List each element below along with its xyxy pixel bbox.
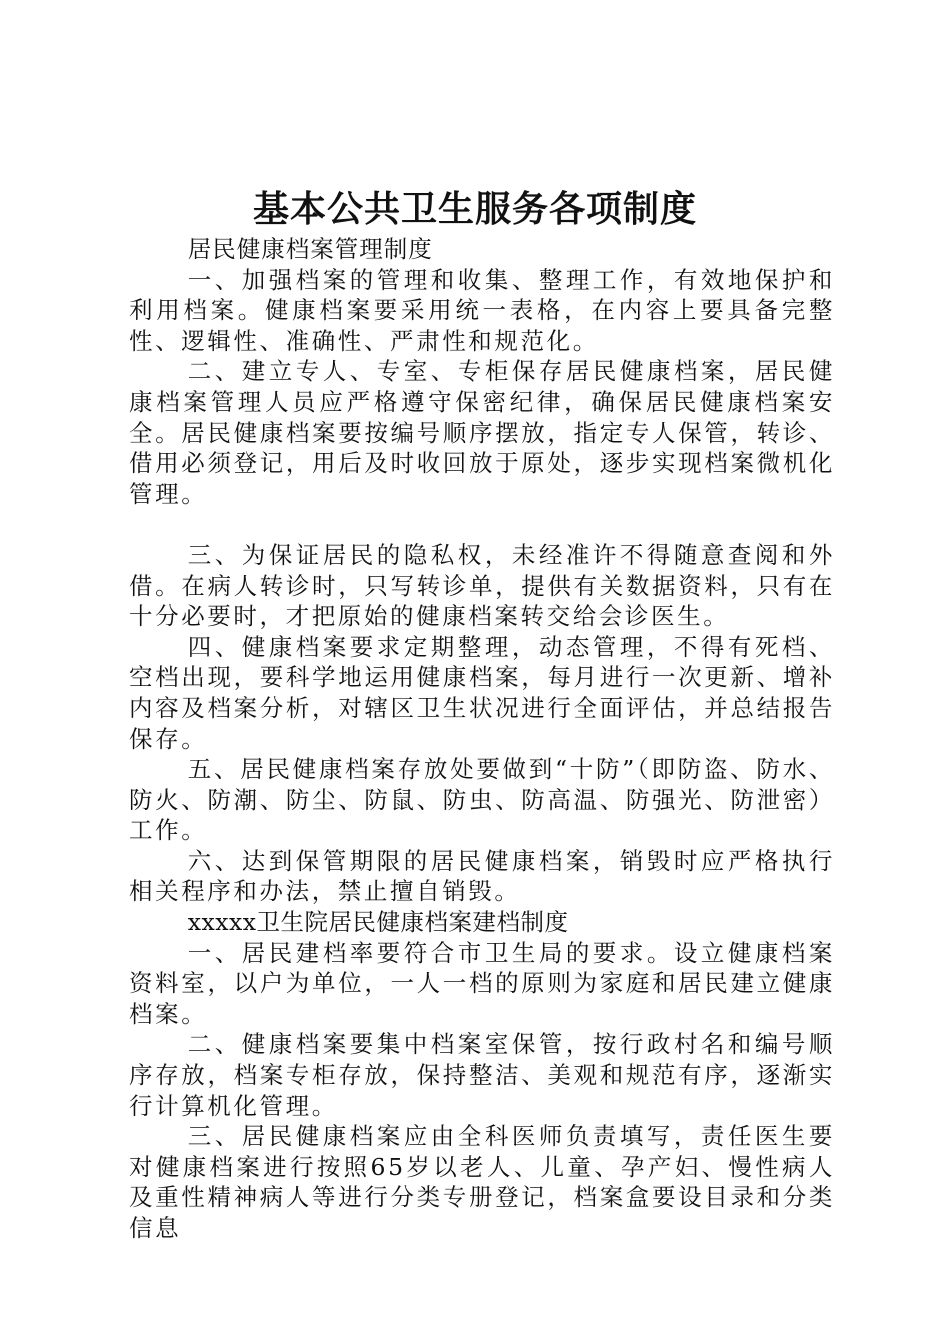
blank-line	[129, 509, 835, 540]
paragraph: 三、居民健康档案应由全科医师负责填写，责任医生要对健康档案进行按照65岁以老人、儿童、孕产妇、慢性病人及重性精神病人等进行分类专册登记，档案盒要设目录和分类信息	[129, 1122, 835, 1242]
paragraph: 四、健康档案要求定期整理，动态管理，不得有死档、空档出现，要科学地运用健康档案，每月进行一次更新、增补内容及档案分析，对辖区卫生状况进行全面评估，并总结报告保存。	[129, 632, 835, 753]
paragraph: 五、居民健康档案存放处要做到“十防”（即防盗、防水、防火、防潮、防尘、防鼠、防虫、防高温、防强光、防泄密）工作。	[129, 755, 835, 845]
paragraph: 三、为保证居民的隐私权，未经准许不得随意查阅和外借。在病人转诊时，只写转诊单，提供有关数据资料，只有在十分必要时，才把原始的健康档案转交给会诊医生。	[129, 540, 835, 631]
section-heading: xxxxx卫生院居民健康档案建档制度	[187, 908, 569, 937]
paragraph: 二、建立专人、专室、专柜保存居民健康档案，居民健康档案管理人员应严格遵守保密纪律，确保居民健康档案安全。居民健康档案要按编号顺序摆放，指定专人保管，转诊、借用必须登记，用后及时收回放于原处，逐步实现档案微机化管理。	[129, 357, 835, 508]
paragraph: 一、居民建档率要符合市卫生局的要求。设立健康档案资料室，以户为单位，一人一档的原则为家庭和居民建立健康档案。	[129, 938, 835, 1028]
paragraph: 六、达到保管期限的居民健康档案，销毁时应严格执行相关程序和办法，禁止擅自销毁。	[129, 846, 835, 906]
document-title: 基本公共卫生服务各项制度	[252, 188, 697, 230]
paragraph: 二、健康档案要集中档案室保管，按行政村名和编号顺序存放，档案专柜存放，保持整洁、美观和规范有序，逐渐实行计算机化管理。	[129, 1030, 835, 1120]
section-heading: 居民健康档案管理制度	[187, 235, 433, 263]
document-body	[129, 234, 835, 1244]
paragraph: 一、加强档案的管理和收集、整理工作，有效地保护和利用档案。健康档案要采用统一表格，在内容上要具备完整性、逻辑性、准确性、严肃性和规范化。	[129, 265, 835, 355]
